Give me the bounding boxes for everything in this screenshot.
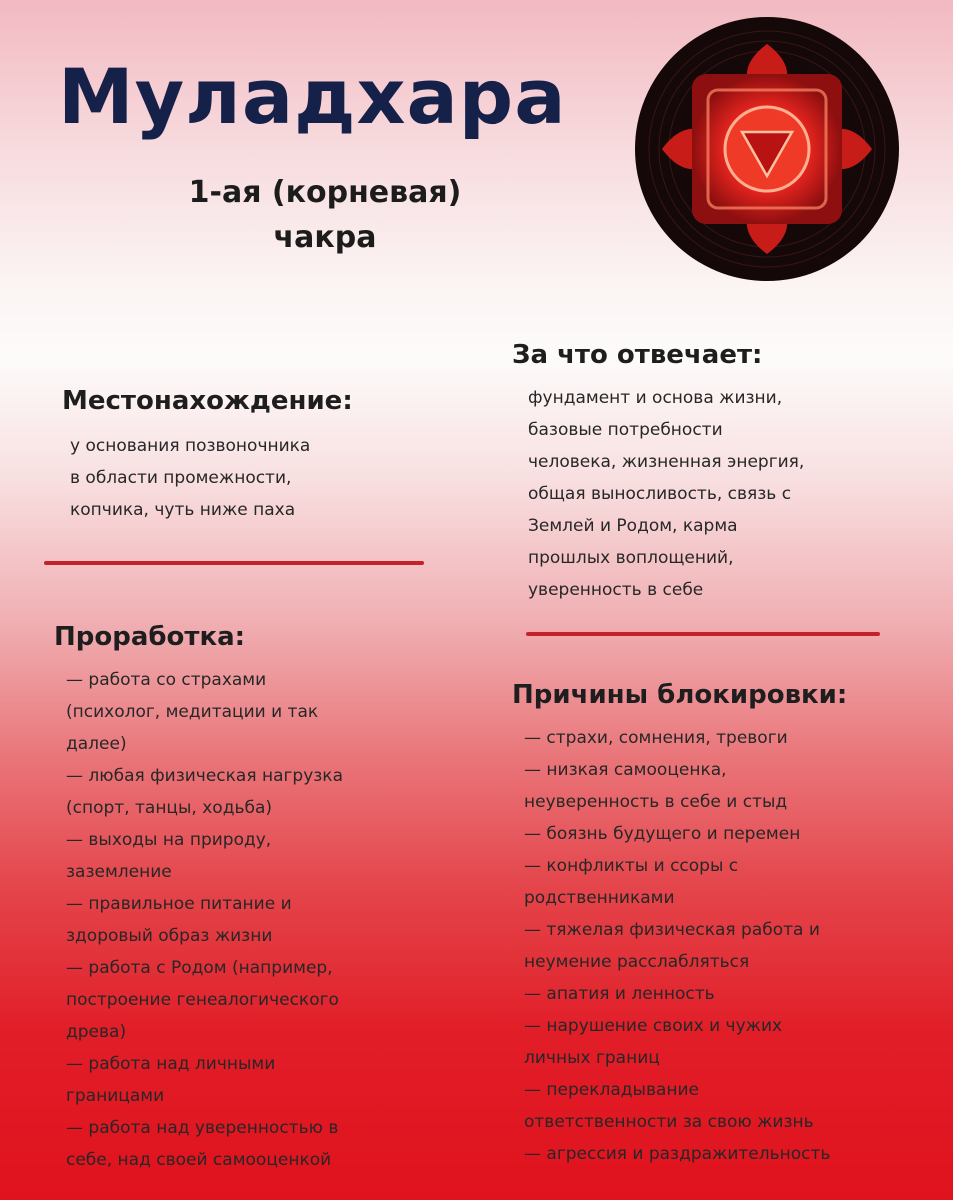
subtitle-line-2: чакра [273,220,377,255]
list-item: — страхи, сомнения, тревоги [524,728,788,748]
list-item: ответственности за свою жизнь [524,1112,814,1132]
list-item: фундамент и основа жизни, [528,388,783,408]
list-item: (психолог, медитации и так [66,702,319,722]
list-item: — агрессия и раздражительность [524,1144,831,1164]
list-item: — тяжелая физическая работа и [524,920,820,940]
list-item: заземление [66,862,172,882]
list-item: родственниками [524,888,675,908]
list-item: — работа над личными [66,1054,276,1074]
list-item: — выходы на природу, [66,830,272,850]
list-item: — конфликты и ссоры с [524,856,739,876]
list-item: личных границ [524,1048,660,1068]
page-subtitle [160,170,490,260]
practice-list [66,664,343,1176]
list-item: неумение расслабляться [524,952,750,972]
list-item: древа) [66,1022,127,1042]
list-item: общая выносливость, связь с [528,484,792,504]
list-item: — перекладывание [524,1080,700,1100]
subtitle-line-1: 1-ая (корневая) [188,175,462,210]
list-item: Землей и Родом, карма [528,516,738,536]
muladhara-chakra-icon [634,16,900,282]
list-item: — любая физическая нагрузка [66,766,343,786]
list-item: базовые потребности [528,420,723,440]
list-item: — нарушение своих и чужих [524,1016,783,1036]
location-heading: Местонахождение: [62,386,353,416]
page-title: Муладхара [58,52,567,141]
list-item: построение генеалогического [66,990,339,1010]
divider-left [44,561,424,565]
list-item: в области промежности, [70,468,292,488]
list-item: здоровый образ жизни [66,926,273,946]
practice-heading: Проработка: [54,622,246,652]
list-item: далее) [66,734,127,754]
responsibility-heading: За что отвечает: [512,340,763,370]
list-item: человека, жизненная энергия, [528,452,805,472]
list-item: границами [66,1086,165,1106]
list-item: неуверенность в себе и стыд [524,792,788,812]
list-item: прошлых воплощений, [528,548,734,568]
responsibility-list [528,382,804,606]
list-item: копчика, чуть ниже паха [70,500,296,520]
list-item: у основания позвоночника [70,436,311,456]
divider-right [526,632,880,636]
list-item: — работа над уверенностью в [66,1118,339,1138]
blockage-list [524,722,830,1170]
list-item: уверенность в себе [528,580,704,600]
list-item: (спорт, танцы, ходьба) [66,798,273,818]
list-item: себе, над своей самооценкой [66,1150,332,1170]
list-item: — работа с Родом (например, [66,958,333,978]
list-item: — работа со страхами [66,670,267,690]
list-item: — низкая самооценка, [524,760,727,780]
list-item: — правильное питание и [66,894,292,914]
location-list [70,430,310,526]
list-item: — боязнь будущего и перемен [524,824,801,844]
blockage-heading: Причины блокировки: [512,680,848,710]
list-item: — апатия и ленность [524,984,715,1004]
